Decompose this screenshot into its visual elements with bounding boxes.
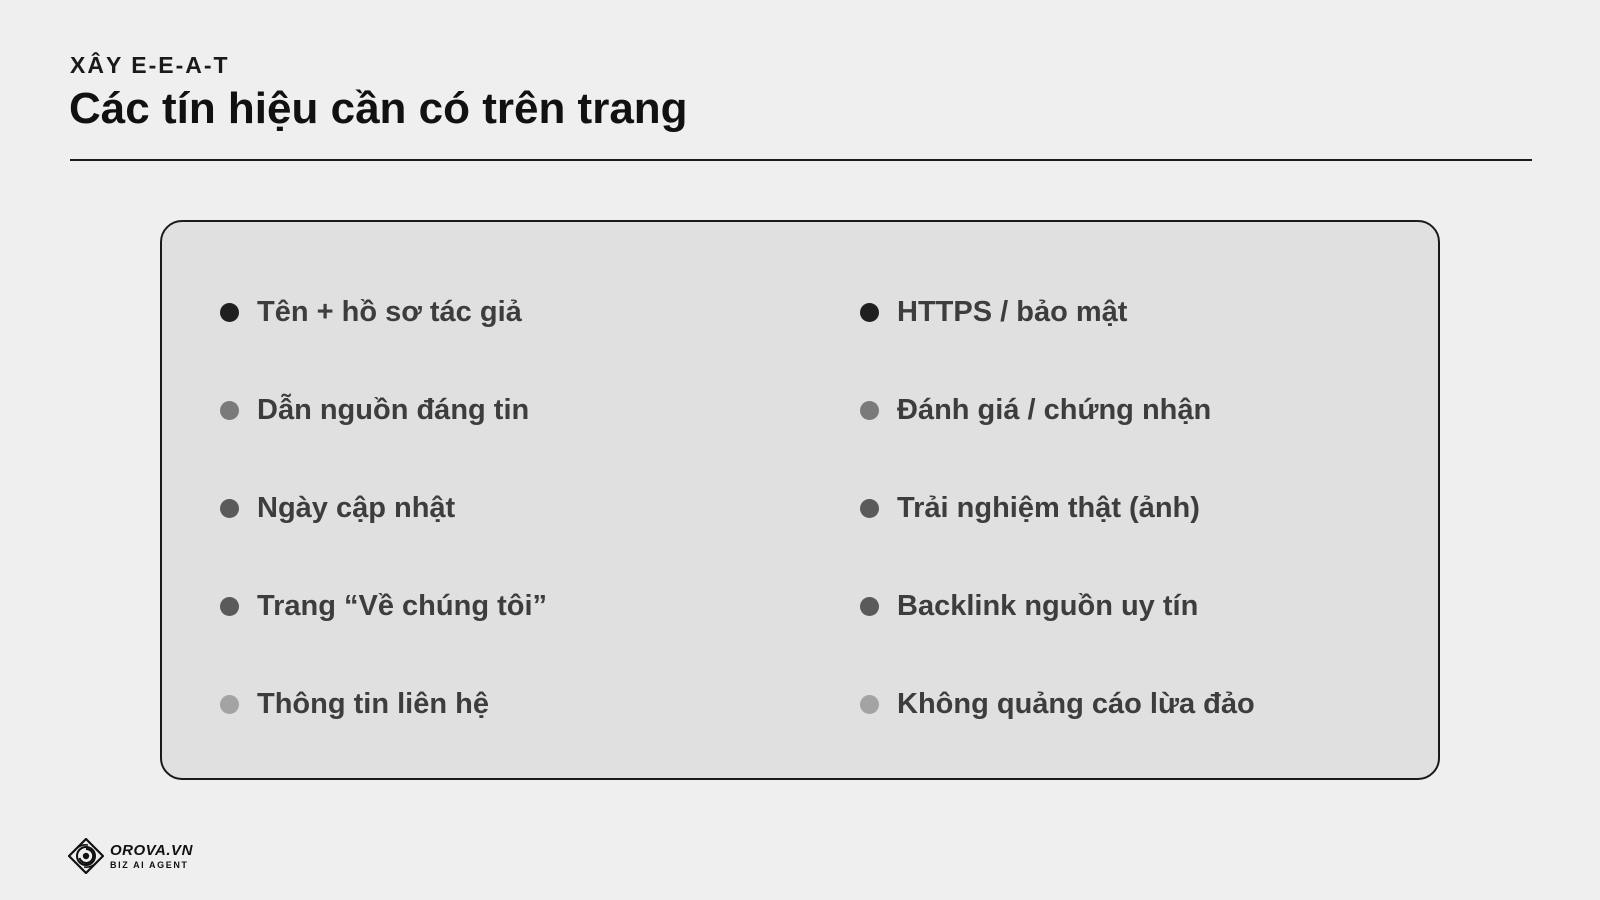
list-item bbox=[220, 658, 547, 756]
list-item bbox=[220, 266, 547, 364]
list-item-label: Backlink nguồn uy tín bbox=[897, 589, 1199, 622]
list-item bbox=[220, 364, 547, 462]
eyebrow-label: XÂY E-E-A-T bbox=[70, 52, 230, 78]
bullet-dot-icon bbox=[220, 401, 239, 420]
checklist-right-column bbox=[860, 266, 1255, 756]
page-title: Các tín hiệu cần có trên trang bbox=[69, 84, 688, 133]
list-item bbox=[860, 364, 1255, 462]
list-item-label: Tên + hồ sơ tác giả bbox=[257, 295, 522, 328]
bullet-dot-icon bbox=[220, 597, 239, 616]
bullet-dot-icon bbox=[860, 401, 879, 420]
bullet-dot-icon bbox=[220, 695, 239, 714]
list-item bbox=[220, 462, 547, 560]
bullet-dot-icon bbox=[860, 303, 879, 322]
bullet-dot-icon bbox=[220, 303, 239, 322]
brand-tagline: BIZ AI AGENT bbox=[110, 859, 189, 870]
list-item bbox=[220, 560, 547, 658]
list-item-label: Thông tin liên hệ bbox=[257, 687, 489, 720]
list-item-label: Không quảng cáo lừa đảo bbox=[897, 687, 1255, 720]
list-item-label: Ngày cập nhật bbox=[257, 491, 456, 524]
orova-logo-icon bbox=[68, 838, 104, 874]
bullet-dot-icon bbox=[860, 597, 879, 616]
bullet-dot-icon bbox=[860, 499, 879, 518]
brand-footer bbox=[68, 838, 193, 874]
list-item-label: Đánh giá / chứng nhận bbox=[897, 393, 1212, 426]
title-divider bbox=[70, 159, 1532, 161]
list-item-label: Dẫn nguồn đáng tin bbox=[257, 393, 530, 426]
list-item bbox=[860, 560, 1255, 658]
brand-text bbox=[110, 843, 193, 870]
bullet-dot-icon bbox=[220, 499, 239, 518]
list-item-label: HTTPS / bảo mật bbox=[897, 295, 1128, 328]
bullet-dot-icon bbox=[860, 695, 879, 714]
list-item bbox=[860, 266, 1255, 364]
checklist-card bbox=[160, 220, 1440, 780]
list-item-label: Trải nghiệm thật (ảnh) bbox=[897, 491, 1200, 524]
list-item-label: Trang “Về chúng tôi” bbox=[257, 589, 548, 622]
list-item bbox=[860, 658, 1255, 756]
checklist-left-column bbox=[220, 266, 547, 756]
list-item bbox=[860, 462, 1255, 560]
brand-name: OROVA.VN bbox=[110, 841, 193, 859]
